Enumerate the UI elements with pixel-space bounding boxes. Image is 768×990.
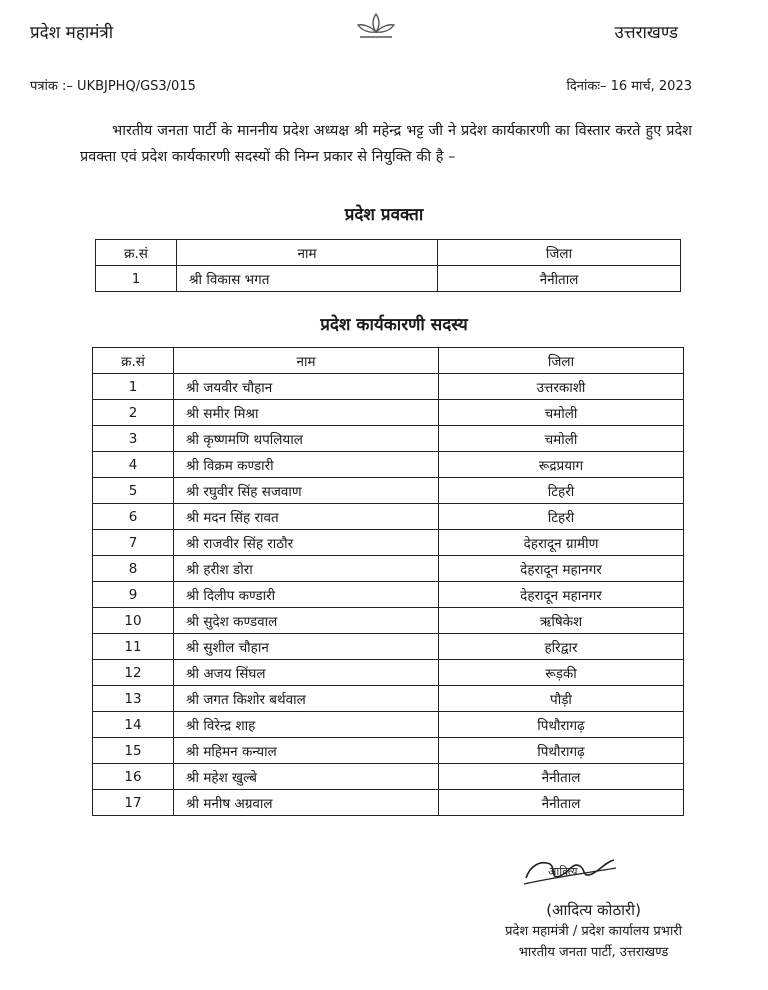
district-cell: देहरादून ग्रामीण	[439, 530, 684, 556]
district-cell: ऋषिकेश	[439, 608, 684, 634]
signatory-designation: प्रदेश महामंत्री / प्रदेश कार्यालय प्रभारी	[505, 924, 682, 939]
signatory-organization: भारतीय जनता पार्टी, उत्तराखण्ड	[518, 945, 669, 960]
serial-number-cell: 1	[93, 374, 174, 400]
column-header-name: नाम	[177, 240, 438, 266]
reference-number: पत्रांक :– UKBJPHQ/GS3/015	[30, 79, 196, 94]
name-cell: श्री सुशील चौहान	[174, 634, 439, 660]
svg-text:आदित्य: आदित्य	[548, 865, 578, 878]
district-cell: टिहरी	[439, 504, 684, 530]
name-cell: श्री विरेन्द्र शाह	[174, 712, 439, 738]
name-cell: श्री महिमन कन्याल	[174, 738, 439, 764]
serial-number-cell: 15	[93, 738, 174, 764]
table-row	[93, 504, 684, 530]
serial-number-cell: 16	[93, 764, 174, 790]
serial-number-cell: 14	[93, 712, 174, 738]
serial-number-cell: 7	[93, 530, 174, 556]
serial-number-cell: 17	[93, 790, 174, 816]
table-row	[96, 266, 681, 292]
district-cell: टिहरी	[439, 478, 684, 504]
signatory-name: (आदित्य कोठारी)	[546, 901, 641, 919]
table-row	[93, 374, 684, 400]
district-cell: पौड़ी	[439, 686, 684, 712]
table-row	[93, 426, 684, 452]
table-row	[93, 452, 684, 478]
members-table	[92, 347, 684, 816]
district-cell: चमोली	[439, 400, 684, 426]
district-cell: पिथौरागढ़	[439, 712, 684, 738]
table-row	[93, 712, 684, 738]
column-header-district: जिला	[439, 348, 684, 374]
name-cell: श्री अजय सिंघल	[174, 660, 439, 686]
serial-number-cell: 6	[93, 504, 174, 530]
district-cell: नैनीताल	[438, 266, 681, 292]
serial-number-cell: 11	[93, 634, 174, 660]
district-cell: उत्तरकाशी	[439, 374, 684, 400]
table-row	[93, 634, 684, 660]
lotus-emblem-icon	[354, 10, 398, 46]
name-cell: श्री हरीश डोरा	[174, 556, 439, 582]
district-cell: हरिद्वार	[439, 634, 684, 660]
name-cell: श्री दिलीप कण्डारी	[174, 582, 439, 608]
district-cell: नैनीताल	[439, 764, 684, 790]
table-row	[93, 556, 684, 582]
spokesperson-table-header	[96, 240, 681, 266]
name-cell: श्री सुदेश कण्डवाल	[174, 608, 439, 634]
name-cell: श्री राजवीर सिंह राठौर	[174, 530, 439, 556]
district-cell: नैनीताल	[439, 790, 684, 816]
serial-number-cell: 3	[93, 426, 174, 452]
letter-date: दिनांकः– 16 मार्च, 2023	[566, 79, 692, 94]
signature-block	[505, 900, 682, 963]
name-cell: श्री जयवीर चौहान	[174, 374, 439, 400]
name-cell: श्री विक्रम कण्डारी	[174, 452, 439, 478]
district-cell: रूद्रप्रयाग	[439, 452, 684, 478]
serial-number-cell: 13	[93, 686, 174, 712]
serial-number-cell: 9	[93, 582, 174, 608]
column-header-name: नाम	[174, 348, 439, 374]
spokesperson-table	[95, 239, 681, 292]
serial-number-cell: 1	[96, 266, 177, 292]
members-table-header	[93, 348, 684, 374]
table-row	[93, 608, 684, 634]
name-cell: श्री महेश खुल्बे	[174, 764, 439, 790]
column-header-sn: क्र.सं	[93, 348, 174, 374]
district-cell: देहरादून महानगर	[439, 556, 684, 582]
district-cell: पिथौरागढ़	[439, 738, 684, 764]
serial-number-cell: 12	[93, 660, 174, 686]
name-cell: श्री कृष्णमणि थपलियाल	[174, 426, 439, 452]
name-cell: श्री जगत किशोर बर्थवाल	[174, 686, 439, 712]
handwritten-signature	[520, 848, 620, 896]
table-row	[93, 582, 684, 608]
letterhead-right-title: उत्तराखण्ड	[614, 23, 678, 43]
table-row	[93, 400, 684, 426]
name-cell: श्री विकास भगत	[177, 266, 438, 292]
district-cell: चमोली	[439, 426, 684, 452]
name-cell: श्री समीर मिश्रा	[174, 400, 439, 426]
serial-number-cell: 2	[93, 400, 174, 426]
table-row	[93, 790, 684, 816]
column-header-sn: क्र.सं	[96, 240, 177, 266]
table-row	[93, 478, 684, 504]
serial-number-cell: 5	[93, 478, 174, 504]
name-cell: श्री मनीष अग्रवाल	[174, 790, 439, 816]
members-section-title: प्रदेश कार्यकारणी सदस्य	[320, 315, 468, 335]
table-row	[93, 764, 684, 790]
district-cell: रूड़की	[439, 660, 684, 686]
district-cell: देहरादून महानगर	[439, 582, 684, 608]
table-row	[93, 738, 684, 764]
name-cell: श्री मदन सिंह रावत	[174, 504, 439, 530]
intro-paragraph: भारतीय जनता पार्टी के माननीय प्रदेश अध्यक्ष श्री महेन्द्र भट्ट जी ने प्रदेश कार्यकारणी का विस्तार करते हुए प्रदेश प्रवक्ता एवं प्रदेश कार्यकारणी सदस्यों की निम्न प्रकार से नियुक्ति की है –	[80, 123, 692, 165]
serial-number-cell: 8	[93, 556, 174, 582]
letterhead-left-title: प्रदेश महामंत्री	[30, 23, 114, 43]
table-row	[93, 686, 684, 712]
serial-number-cell: 10	[93, 608, 174, 634]
table-row	[93, 530, 684, 556]
table-row	[93, 660, 684, 686]
column-header-district: जिला	[438, 240, 681, 266]
spokesperson-section-title: प्रदेश प्रवक्ता	[344, 205, 424, 225]
serial-number-cell: 4	[93, 452, 174, 478]
name-cell: श्री रघुवीर सिंह सजवाण	[174, 478, 439, 504]
